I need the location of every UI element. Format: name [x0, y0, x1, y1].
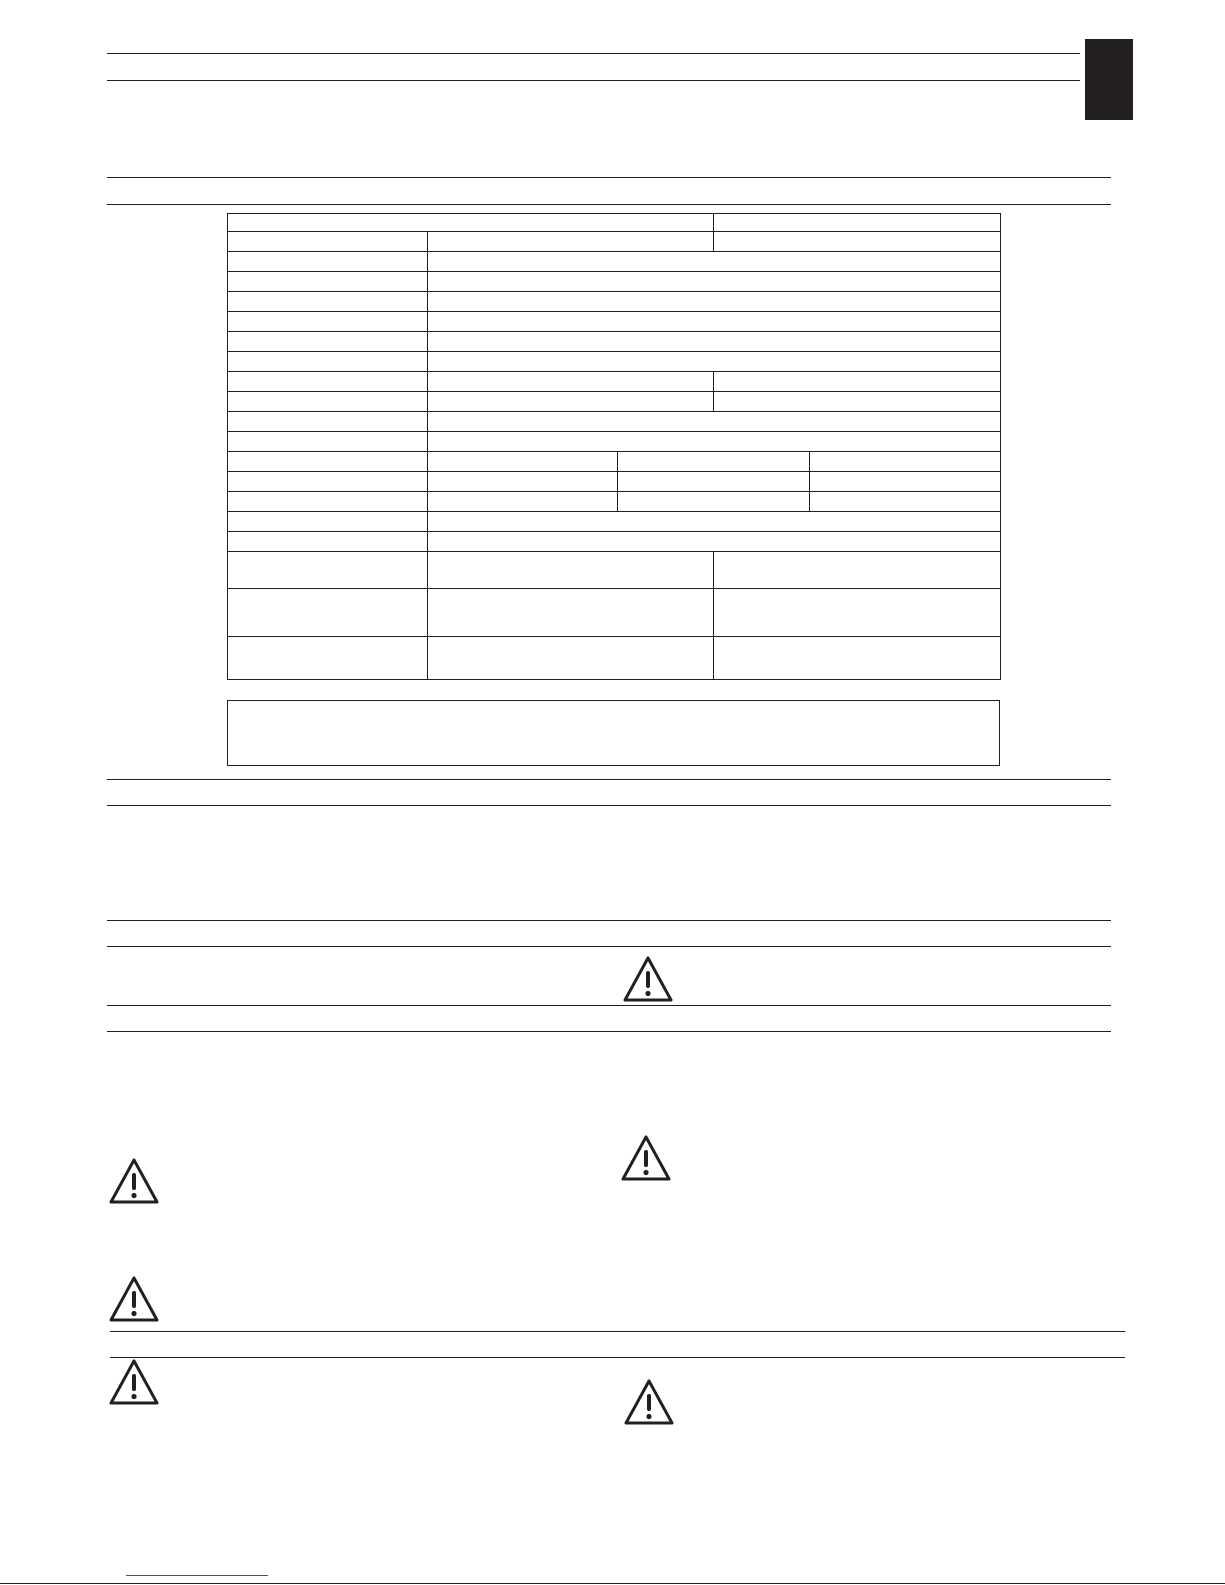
table-row	[228, 589, 1001, 637]
table-cell	[428, 372, 714, 392]
header-rule-top	[107, 53, 1080, 54]
section-rule	[110, 1331, 1125, 1332]
table-cell	[618, 452, 810, 472]
table-row	[228, 637, 1001, 680]
section-rule	[107, 920, 1111, 921]
table-cell	[228, 532, 428, 552]
table-cell	[228, 392, 428, 412]
table-cell	[228, 332, 428, 352]
table-row	[228, 392, 1001, 412]
table-cell	[228, 292, 428, 312]
section-rule	[107, 946, 1111, 947]
table-cell	[810, 492, 1001, 512]
table-row	[228, 512, 1001, 532]
warning-triangle-icon	[108, 1358, 160, 1406]
table-row	[228, 432, 1001, 452]
table-cell	[714, 372, 1001, 392]
table-cell	[810, 472, 1001, 492]
table-cell	[228, 232, 428, 252]
table-cell	[714, 589, 1001, 637]
table-row	[228, 472, 1001, 492]
table-cell	[428, 352, 1001, 372]
table-row	[228, 232, 1001, 252]
table-cell	[428, 552, 714, 589]
table-cell	[228, 252, 428, 272]
table-cell	[428, 412, 1001, 432]
table-cell	[428, 332, 1001, 352]
table-cell	[228, 312, 428, 332]
table-cell	[714, 552, 1001, 589]
table-cell	[428, 292, 1001, 312]
table-row	[228, 352, 1001, 372]
table-cell	[428, 452, 618, 472]
warning-triangle-icon	[622, 955, 674, 1003]
table-cell	[428, 472, 618, 492]
table-cell	[714, 637, 1001, 680]
warning-triangle-icon	[108, 1157, 160, 1205]
table-cell	[228, 412, 428, 432]
table-cell	[428, 492, 618, 512]
specifications-table	[227, 213, 1001, 680]
table-row	[228, 492, 1001, 512]
table-cell	[428, 312, 1001, 332]
table-cell	[228, 214, 714, 232]
table-cell	[618, 492, 810, 512]
table-row	[228, 372, 1001, 392]
section-rule	[107, 204, 1111, 205]
table-cell	[228, 512, 428, 532]
section-rule	[107, 805, 1111, 806]
table-cell	[228, 552, 428, 589]
table-cell	[428, 432, 1001, 452]
section-rule	[107, 177, 1111, 178]
note-box	[227, 700, 1000, 766]
table-cell	[228, 372, 428, 392]
table-cell	[228, 637, 428, 680]
language-tab-marker	[1085, 39, 1133, 120]
table-cell	[618, 472, 810, 492]
table-row	[228, 252, 1001, 272]
table-cell	[228, 352, 428, 372]
header-rule-bottom	[107, 80, 1080, 81]
table-cell	[228, 589, 428, 637]
table-row	[228, 214, 1001, 232]
table-row	[228, 532, 1001, 552]
warning-triangle-icon	[623, 1378, 675, 1426]
warning-triangle-icon	[620, 1134, 672, 1182]
table-row	[228, 412, 1001, 432]
table-cell	[228, 432, 428, 452]
section-rule	[107, 1031, 1111, 1032]
table-cell	[428, 532, 1001, 552]
table-row	[228, 332, 1001, 352]
table-cell	[428, 272, 1001, 292]
table-cell	[428, 637, 714, 680]
table-cell	[714, 214, 1001, 232]
table-cell	[428, 232, 714, 252]
table-cell	[228, 492, 428, 512]
table-cell	[714, 232, 1001, 252]
table-cell	[428, 392, 714, 412]
table-cell	[228, 472, 428, 492]
table-row	[228, 312, 1001, 332]
table-row	[228, 272, 1001, 292]
section-rule	[107, 779, 1111, 780]
table-cell	[428, 252, 1001, 272]
warning-triangle-icon	[108, 1275, 160, 1323]
section-rule	[107, 1005, 1111, 1006]
table-cell	[428, 512, 1001, 532]
table-cell	[810, 452, 1001, 472]
table-cell	[228, 272, 428, 292]
table-row	[228, 292, 1001, 312]
table-row	[228, 552, 1001, 589]
footer-link-underline[interactable]	[126, 1575, 268, 1576]
table-cell	[428, 589, 714, 637]
table-row	[228, 452, 1001, 472]
table-cell	[228, 452, 428, 472]
page-bottom-rule	[0, 1583, 1225, 1584]
section-rule	[110, 1357, 1125, 1358]
table-cell	[714, 392, 1001, 412]
